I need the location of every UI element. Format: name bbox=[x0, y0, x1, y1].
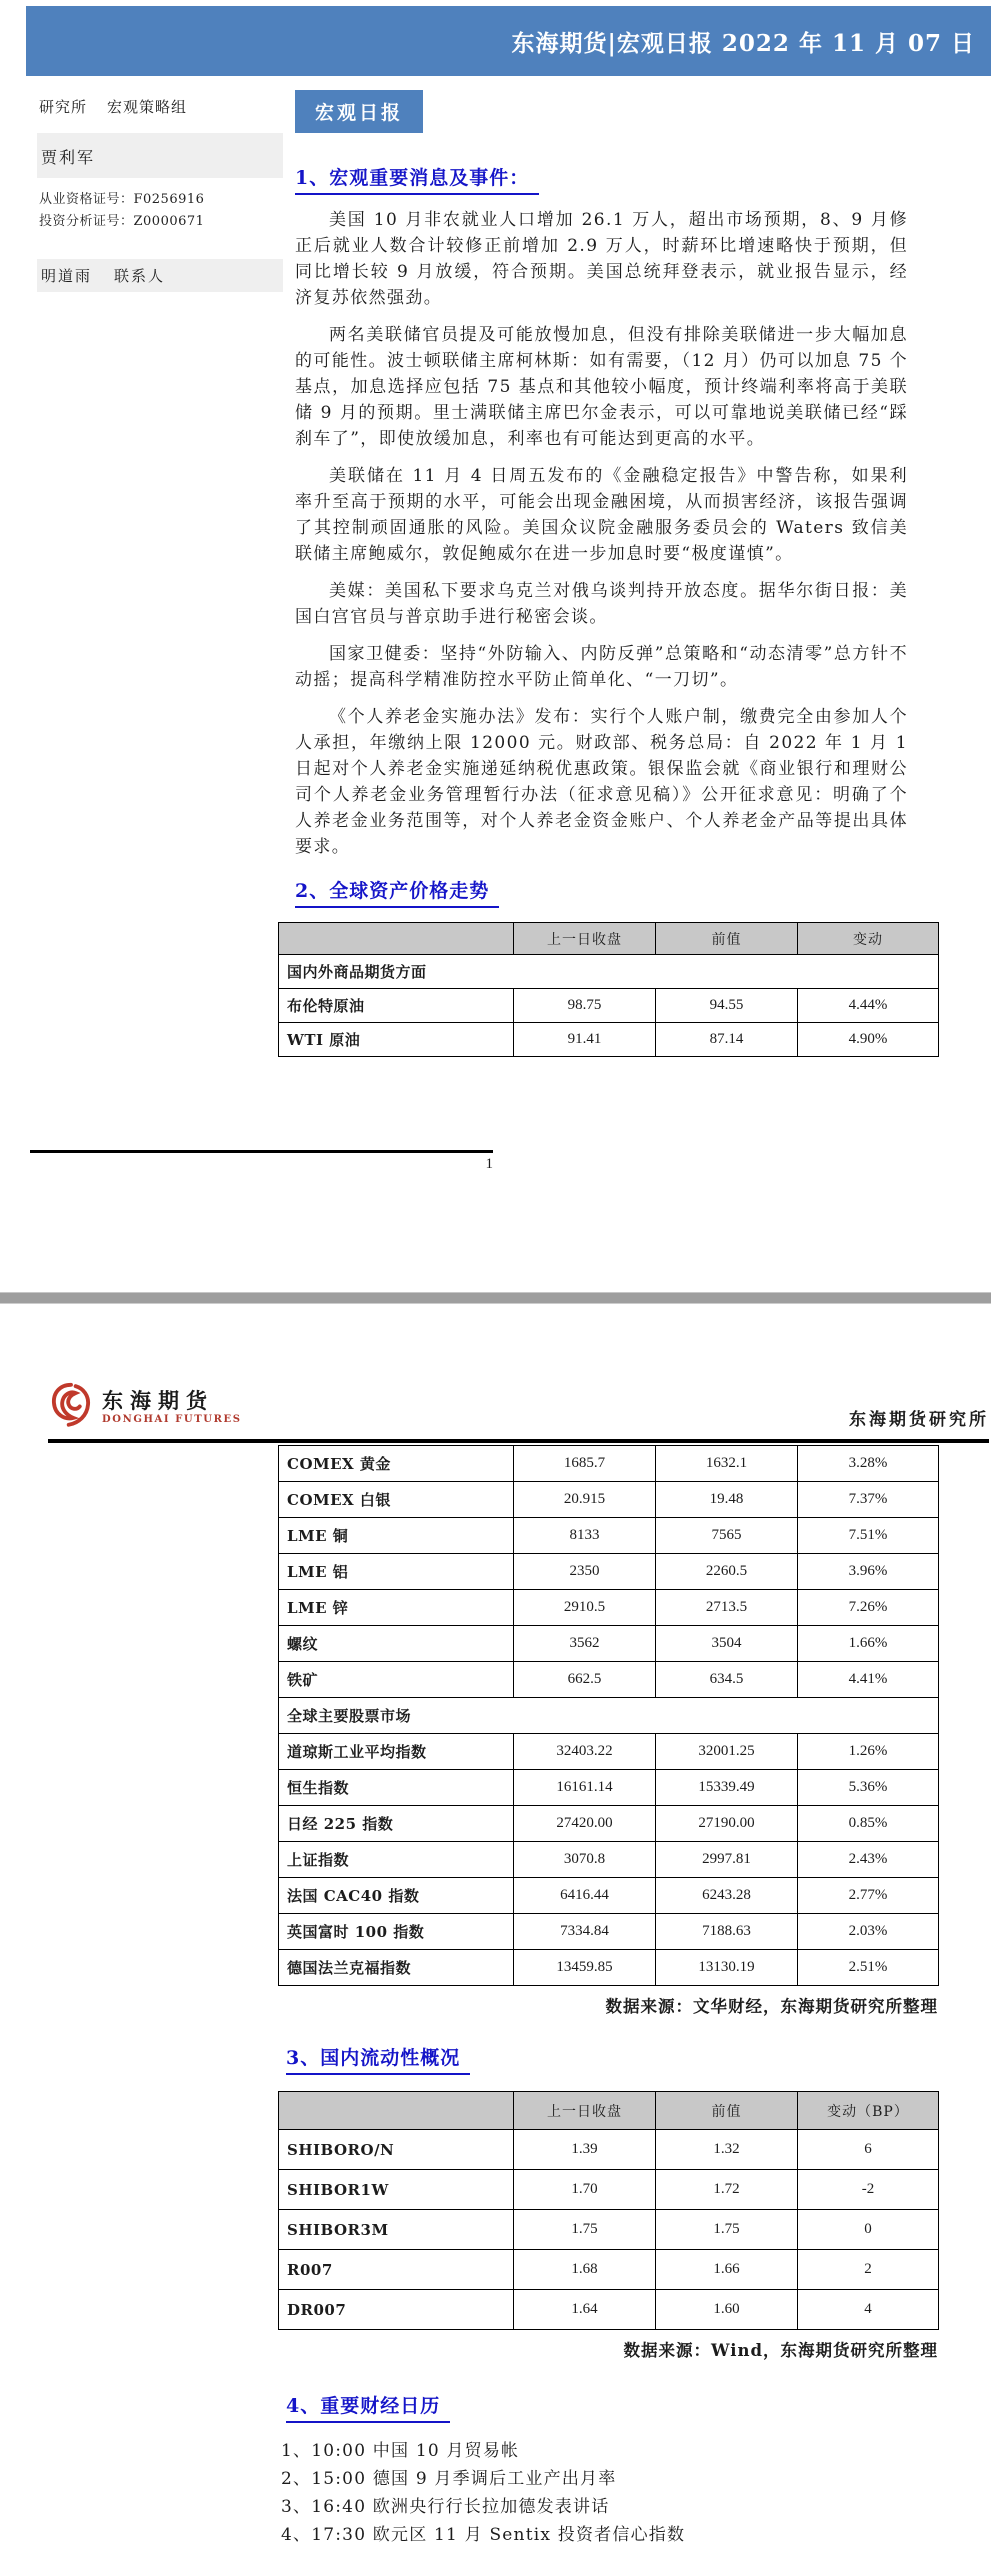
row-label: 国内外商品期货方面 bbox=[279, 955, 939, 989]
row-prev-close: 20.915 bbox=[514, 1482, 656, 1518]
table-row bbox=[279, 1878, 939, 1914]
row-prev-close: 32403.22 bbox=[514, 1734, 656, 1770]
calendar-item: 2、15:00 德国 9 月季调后工业产出月率 bbox=[281, 2469, 617, 2489]
row-prev-close: 3562 bbox=[514, 1626, 656, 1662]
dept-label: 研究所 bbox=[39, 98, 88, 116]
table-row bbox=[279, 1023, 939, 1057]
row-prior: 2260.5 bbox=[656, 1554, 798, 1590]
row-prev-close: 1.70 bbox=[514, 2170, 656, 2210]
row-label: 螺纹 bbox=[279, 1626, 514, 1662]
asset-table-header-row bbox=[279, 923, 939, 955]
row-prior: 1.75 bbox=[656, 2210, 798, 2250]
row-prior: 1.66 bbox=[656, 2250, 798, 2290]
contact-name: 明道雨 bbox=[41, 267, 93, 285]
row-change: 4 bbox=[798, 2290, 939, 2330]
asset-header-prior: 前值 bbox=[656, 923, 798, 955]
page1-body bbox=[0, 90, 991, 1057]
asset-header-prev-close: 上一日收盘 bbox=[514, 923, 656, 955]
row-label: DR007 bbox=[279, 2290, 514, 2330]
row-change: 7.51% bbox=[798, 1518, 939, 1554]
section1-title: 1、宏观重要消息及事件： bbox=[295, 163, 539, 195]
row-change: 7.26% bbox=[798, 1590, 939, 1626]
row-prev-close: 91.41 bbox=[514, 1023, 656, 1057]
table-row bbox=[279, 1806, 939, 1842]
team-label: 宏观策略组 bbox=[107, 98, 188, 116]
row-label: R007 bbox=[279, 2250, 514, 2290]
table-row bbox=[279, 1662, 939, 1698]
cert-invest: 投资分析证号：Z0000671 bbox=[39, 214, 205, 229]
page2-header bbox=[48, 1380, 989, 1443]
row-prev-close: 3070.8 bbox=[514, 1842, 656, 1878]
brand-name-en: DONGHAI FUTURES bbox=[102, 1413, 242, 1425]
table-row bbox=[279, 2210, 939, 2250]
row-prior: 15339.49 bbox=[656, 1770, 798, 1806]
cert-practice: 从业资格证号：F0256916 bbox=[39, 192, 205, 207]
row-prior: 94.55 bbox=[656, 989, 798, 1023]
page-2 bbox=[0, 1380, 991, 2549]
section3-title: 3、国内流动性概况 bbox=[286, 2043, 470, 2075]
news-paragraph: 两名美联储官员提及可能放慢加息，但没有排除美联储进一步大幅加息的可能性。波士顿联储主席柯林斯：如有需要，（12 月）仍可以加息 75 个基点，加息选择应包括 75 基点和其他较小幅度，预计终端利率将高于美联储 9 月的预期。里士满联储主席巴尔金表示，可以可靠地说美联储已经“踩刹车了”，即使放缓加息，利率也有可能达到更高的水平。 bbox=[295, 325, 908, 449]
row-prior: 1.60 bbox=[656, 2290, 798, 2330]
brand-text bbox=[102, 1389, 242, 1426]
row-change: 4.90% bbox=[798, 1023, 939, 1057]
report-title-banner bbox=[26, 6, 991, 76]
row-change: -2 bbox=[798, 2170, 939, 2210]
row-prev-close: 7334.84 bbox=[514, 1914, 656, 1950]
row-label: LME 锌 bbox=[279, 1590, 514, 1626]
section2-title: 2、全球资产价格走势 bbox=[295, 876, 499, 908]
main-column bbox=[278, 90, 938, 1057]
row-prior: 6243.28 bbox=[656, 1878, 798, 1914]
table-row bbox=[279, 2170, 939, 2210]
asset-table-source: 数据来源：文华财经，东海期货研究所整理 bbox=[605, 1997, 938, 2016]
row-change: 3.96% bbox=[798, 1554, 939, 1590]
row-change: 4.41% bbox=[798, 1662, 939, 1698]
row-change: 0 bbox=[798, 2210, 939, 2250]
table-row bbox=[279, 1446, 939, 1482]
row-change: 1.26% bbox=[798, 1734, 939, 1770]
table-row bbox=[279, 2130, 939, 2170]
liq-header-empty bbox=[279, 2092, 514, 2130]
row-label: LME 铜 bbox=[279, 1518, 514, 1554]
calendar-item: 4、17:30 欧元区 11 月 Sentix 投资者信心指数 bbox=[281, 2525, 686, 2545]
row-prev-close: 662.5 bbox=[514, 1662, 656, 1698]
table-row bbox=[279, 955, 939, 989]
page1-footer bbox=[30, 1150, 493, 1173]
row-change: 2.03% bbox=[798, 1914, 939, 1950]
row-prev-close: 6416.44 bbox=[514, 1878, 656, 1914]
news-paragraph: 美联储在 11 月 4 日周五发布的《金融稳定报告》中警告称，如果利率升至高于预期的水平，可能会出现金融困境，从而损害经济，该报告强调了其控制顽固通胀的风险。美国众议院金融服务委员会的 Waters 致信美联储主席鲍威尔，敦促鲍威尔在进一步加息时要“极度谨慎”。 bbox=[295, 466, 908, 564]
row-prev-close: 2350 bbox=[514, 1554, 656, 1590]
row-prior: 1632.1 bbox=[656, 1446, 798, 1482]
calendar-item: 3、16:40 欧洲央行行长拉加德发表讲话 bbox=[281, 2497, 610, 2517]
row-label: 全球主要股票市场 bbox=[279, 1698, 939, 1734]
row-prior: 3504 bbox=[656, 1626, 798, 1662]
table-row bbox=[279, 1950, 939, 1986]
table-row bbox=[279, 1590, 939, 1626]
row-label: 布伦特原油 bbox=[279, 989, 514, 1023]
page-break-separator bbox=[0, 1292, 991, 1304]
row-label: 铁矿 bbox=[279, 1662, 514, 1698]
brand-block bbox=[48, 1380, 242, 1434]
row-change: 1.66% bbox=[798, 1626, 939, 1662]
donghai-logo-icon bbox=[48, 1380, 94, 1434]
table-row bbox=[279, 1518, 939, 1554]
row-prev-close: 2910.5 bbox=[514, 1590, 656, 1626]
section3-heading-wrap bbox=[286, 2043, 940, 2075]
news-paragraph: 《个人养老金实施办法》发布：实行个人账户制，缴费完全由参加人个人承担，年缴纳上限 12000 元。财政部、税务总局：自 2022 年 1 月 1 日起对个人养老金实施递延纳税优惠政策。银保监会就《商业银行和理财公司个人养老金业务管理暂行办法（征求意见稿）》公开征求意见：明确了个人养老金业务范围等，对个人养老金资金账户、个人养老金产品等提出具体要求。 bbox=[295, 707, 908, 857]
asset-price-table-page2 bbox=[278, 1445, 939, 1986]
row-label: 法国 CAC40 指数 bbox=[279, 1878, 514, 1914]
asset-price-table-page1 bbox=[278, 922, 939, 1057]
liq-header-prev-close: 上一日收盘 bbox=[514, 2092, 656, 2130]
liq-header-prior: 前值 bbox=[656, 2092, 798, 2130]
table-row bbox=[279, 1626, 939, 1662]
table-row bbox=[279, 1482, 939, 1518]
liq-header-change-bp: 变动（BP） bbox=[798, 2092, 939, 2130]
row-prev-close: 1.64 bbox=[514, 2290, 656, 2330]
institute-name: 东海期货研究所 bbox=[849, 1410, 989, 1430]
analyst-name-box bbox=[37, 133, 283, 178]
row-label: COMEX 黄金 bbox=[279, 1446, 514, 1482]
row-prior: 1.32 bbox=[656, 2130, 798, 2170]
table-row bbox=[279, 1698, 939, 1734]
row-label: 德国法兰克福指数 bbox=[279, 1950, 514, 1986]
analyst-name: 贾利军 bbox=[41, 148, 96, 167]
table-row bbox=[279, 989, 939, 1023]
row-label: SHIBOR1W bbox=[279, 2170, 514, 2210]
table-row bbox=[279, 2290, 939, 2330]
section2-heading-wrap bbox=[295, 876, 938, 908]
row-prev-close: 1.68 bbox=[514, 2250, 656, 2290]
asset-header-change: 变动 bbox=[798, 923, 939, 955]
row-prior: 634.5 bbox=[656, 1662, 798, 1698]
table-row bbox=[279, 1842, 939, 1878]
section4-title: 4、重要财经日历 bbox=[286, 2391, 450, 2423]
table-row bbox=[279, 1914, 939, 1950]
row-change: 5.36% bbox=[798, 1770, 939, 1806]
row-label: SHIBOR3M bbox=[279, 2210, 514, 2250]
row-label: 恒生指数 bbox=[279, 1770, 514, 1806]
banner-title: 东海期货|宏观日报 2022 年 11 月 07 日 bbox=[511, 29, 975, 57]
news-paragraph: 国家卫健委：坚持“外防输入、内防反弹”总策略和“动态清零”总方针不动摇；提高科学精准防控水平防止简单化、“一刀切”。 bbox=[295, 644, 908, 690]
liquidity-header-row bbox=[279, 2092, 939, 2130]
analyst-sidebar bbox=[37, 90, 283, 1057]
row-label: 上证指数 bbox=[279, 1842, 514, 1878]
row-change: 0.85% bbox=[798, 1806, 939, 1842]
row-prev-close: 1685.7 bbox=[514, 1446, 656, 1482]
row-label: 道琼斯工业平均指数 bbox=[279, 1734, 514, 1770]
liquidity-table bbox=[278, 2091, 939, 2330]
table-row bbox=[279, 2250, 939, 2290]
news-paragraph: 美媒：美国私下要求乌克兰对俄乌谈判持开放态度。据华尔街日报：美国白宫官员与普京助手进行秘密会谈。 bbox=[295, 581, 908, 627]
row-prev-close: 1.75 bbox=[514, 2210, 656, 2250]
row-prev-close: 16161.14 bbox=[514, 1770, 656, 1806]
row-label: WTI 原油 bbox=[279, 1023, 514, 1057]
row-change: 2.43% bbox=[798, 1842, 939, 1878]
table-row bbox=[279, 1734, 939, 1770]
row-prev-close: 1.39 bbox=[514, 2130, 656, 2170]
section4-heading-wrap bbox=[286, 2391, 940, 2423]
page-number: 1 bbox=[485, 1156, 493, 1172]
contact-role: 联系人 bbox=[114, 267, 166, 285]
table-row bbox=[279, 1554, 939, 1590]
row-prev-close: 98.75 bbox=[514, 989, 656, 1023]
asset-header-empty bbox=[279, 923, 514, 955]
row-change: 4.44% bbox=[798, 989, 939, 1023]
row-change: 2 bbox=[798, 2250, 939, 2290]
row-prior: 2713.5 bbox=[656, 1590, 798, 1626]
row-prev-close: 8133 bbox=[514, 1518, 656, 1554]
page2-main bbox=[278, 1445, 940, 2549]
row-label: LME 铝 bbox=[279, 1554, 514, 1590]
row-label: COMEX 白银 bbox=[279, 1482, 514, 1518]
news-paragraph: 美国 10 月非农就业人口增加 26.1 万人，超出市场预期，8、9 月修正后就业人数合计较修正前增加 2.9 万人，时薪环比增速略快于预期，但同比增长较 9 月放缓，符合预期。美国总统拜登表示，就业报告显示，经济复苏依然强劲。 bbox=[295, 210, 908, 308]
liquidity-table-source: 数据来源：Wind，东海期货研究所整理 bbox=[623, 2341, 938, 2360]
row-prior: 32001.25 bbox=[656, 1734, 798, 1770]
contact-box bbox=[37, 259, 283, 292]
row-change: 6 bbox=[798, 2130, 939, 2170]
row-change: 2.77% bbox=[798, 1878, 939, 1914]
row-change: 7.37% bbox=[798, 1482, 939, 1518]
row-prior: 2997.81 bbox=[656, 1842, 798, 1878]
report-type-badge: 宏观日报 bbox=[295, 90, 423, 133]
row-prior: 87.14 bbox=[656, 1023, 798, 1057]
brand-name-cn: 东海期货 bbox=[102, 1387, 214, 1413]
economic-calendar-list bbox=[281, 2437, 940, 2549]
row-prior: 7565 bbox=[656, 1518, 798, 1554]
analyst-certs bbox=[37, 189, 283, 233]
row-label: SHIBORO/N bbox=[279, 2130, 514, 2170]
row-prior: 19.48 bbox=[656, 1482, 798, 1518]
row-prev-close: 13459.85 bbox=[514, 1950, 656, 1986]
row-label: 英国富时 100 指数 bbox=[279, 1914, 514, 1950]
row-label: 日经 225 指数 bbox=[279, 1806, 514, 1842]
row-prior: 13130.19 bbox=[656, 1950, 798, 1986]
row-prior: 1.72 bbox=[656, 2170, 798, 2210]
row-prior: 7188.63 bbox=[656, 1914, 798, 1950]
research-team-row bbox=[37, 90, 283, 119]
row-change: 2.51% bbox=[798, 1950, 939, 1986]
row-prev-close: 27420.00 bbox=[514, 1806, 656, 1842]
row-change: 3.28% bbox=[798, 1446, 939, 1482]
row-prior: 27190.00 bbox=[656, 1806, 798, 1842]
news-paragraphs bbox=[278, 207, 938, 860]
calendar-item: 1、10:00 中国 10 月贸易帐 bbox=[281, 2441, 520, 2461]
section1-heading-wrap bbox=[295, 163, 938, 195]
table-row bbox=[279, 1770, 939, 1806]
